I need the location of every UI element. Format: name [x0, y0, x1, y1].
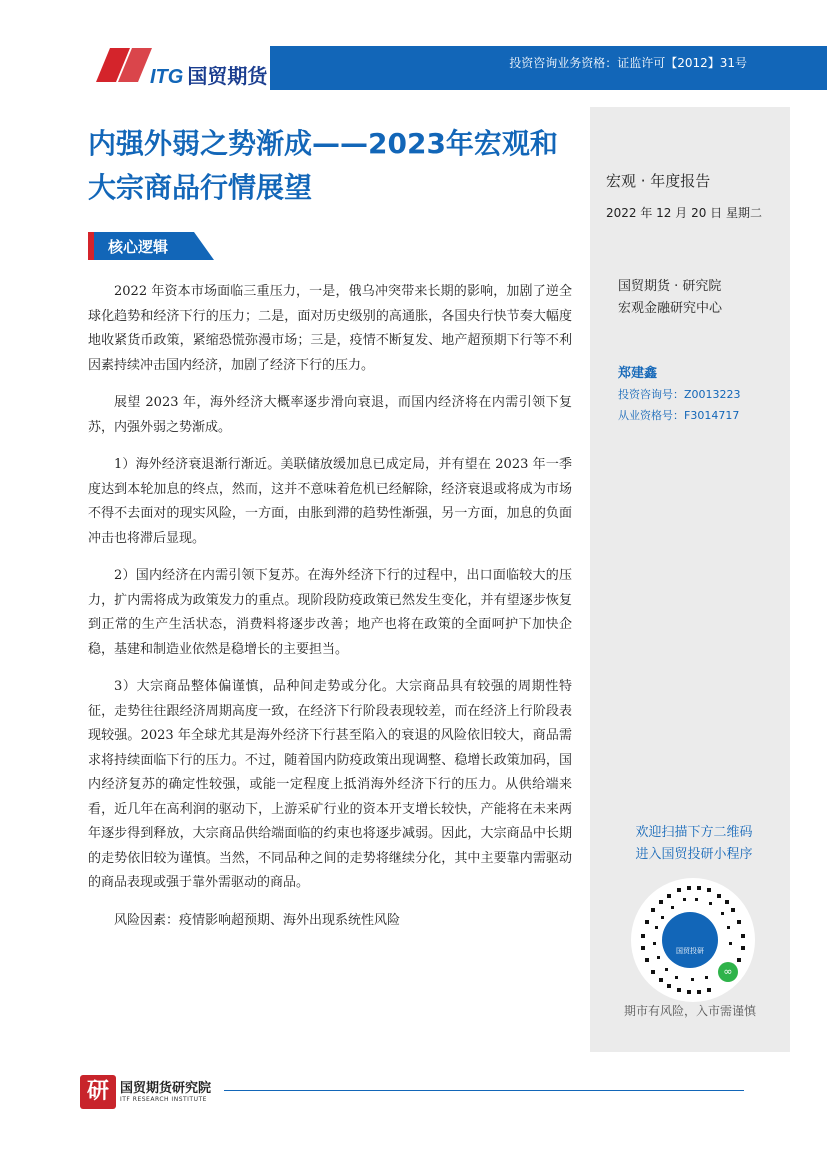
itg-logo-icon	[96, 48, 152, 82]
section-tag	[88, 232, 214, 260]
qr-prompt-line: 欢迎扫描下方二维码	[635, 825, 753, 840]
institute-block	[618, 276, 722, 320]
analyst-license-no: 从业资格号：F3014717	[618, 409, 740, 422]
paragraph: 2）国内经济在内需引领下复苏。在海外经济下行的过程中，出口面临较大的压力，扩内需将成为政策发力的重点。现阶段防疫政策已然发生变化，并有望逐步恢复到正常的生产生活状态，消费料将逐步改善；地产也将在政策的全面呵护下加快企稳，基建和制造业依然是稳增长的主要担当。	[88, 568, 572, 657]
qr-prompt	[610, 822, 778, 866]
brand-cn: 国贸期货	[187, 64, 268, 88]
license-text: 投资咨询业务资格：证监许可【2012】31号	[509, 56, 747, 70]
section-tag-label: 核心逻辑	[108, 238, 169, 256]
report-date: 2022 年 12 月 20 日 星期二	[606, 206, 762, 220]
qr-prompt-line: 进入国贸投研小程序	[635, 847, 753, 862]
footer-logo-icon: 研	[80, 1075, 116, 1109]
body-text	[88, 280, 572, 946]
brand-latin: ITG	[150, 66, 184, 88]
institute-line: 宏观金融研究中心	[618, 301, 723, 316]
paragraph: 1）海外经济衰退渐行渐近。美联储放缓加息已成定局，并有望在 2023 年一季度达到本轮加息的终点，然而，这并不意味着危机已经解除，经济衰退或将成为市场不得不去面对的现实风险，一方面，由胀到滞的趋势性渐强，另一方面，加息的负面冲击也将滞后显现。	[88, 457, 572, 546]
paragraph: 展望 2023 年，海外经济大概率逐步滑向衰退，而国内经济将在内需引领下复苏，内强外弱之势渐成。	[88, 395, 572, 435]
analyst-name: 郑建鑫	[618, 366, 658, 381]
footer-subname: ITF RESEARCH INSTITUTE	[120, 1096, 207, 1103]
brand-logo-text	[150, 60, 267, 89]
risk-note: 期市有风险，入市需谨慎	[623, 1004, 756, 1018]
report-type: 宏观 · 年度报告	[606, 172, 711, 190]
mini-program-icon: ∞	[718, 962, 738, 982]
analyst-consult-no: 投资咨询号：Z0013223	[618, 388, 741, 401]
paragraph: 3）大宗商品整体偏谨慎，品种间走势或分化。大宗商品具有较强的周期性特征，走势往往跟经济周期高度一致，在经济下行阶段表现较差，而在经济上行阶段表现较强。2023 年全球尤其是海外经济下行甚至陷入的衰退的风险依旧较大，商品需求将持续面临下行的压力。不过，随着国内防疫政策出现调整、稳增长政策加码，国内经济复苏的确定性较强，或能一定程度上抵消海外经济下行的压力。从供给端来看，近几年在高利润的驱动下，上游采矿行业的资本开支增长较快，产能将在未来两年逐步得到释放，大宗商品供给端面临的约束也将逐步减弱。因此，大宗商品中长期的走势依旧较为谨慎。当然，不同品种之间的走势将继续分化，其中主要靠内需驱动的商品表现或强于靠外需驱动的商品。	[88, 679, 572, 890]
footer-name: 国贸期货研究院	[120, 1081, 212, 1096]
qr-center-logo	[662, 912, 718, 968]
risk-factors: 风险因素：疫情影响超预期、海外出现系统性风险	[114, 912, 401, 928]
institute-line: 国贸期货 · 研究院	[618, 279, 722, 294]
report-title: 内强外弱之势渐成——2023年宏观和大宗商品行情展望	[88, 127, 558, 204]
qr-center-label: 国贸投研	[676, 947, 704, 955]
paragraph: 2022 年资本市场面临三重压力，一是，俄乌冲突带来长期的影响，加剧了逆全球化趋势和经济下行的压力；二是，面对历史级别的高通胀，各国央行快节奏大幅度地收紧货币政策，紧缩恐慌弥漫市场；三是，疫情不断复发、地产超预期下行等不利因素持续冲击国内经济，加剧了经济下行的压力。	[88, 284, 572, 373]
section-tag-accent	[88, 232, 94, 260]
footer-divider	[224, 1090, 744, 1091]
